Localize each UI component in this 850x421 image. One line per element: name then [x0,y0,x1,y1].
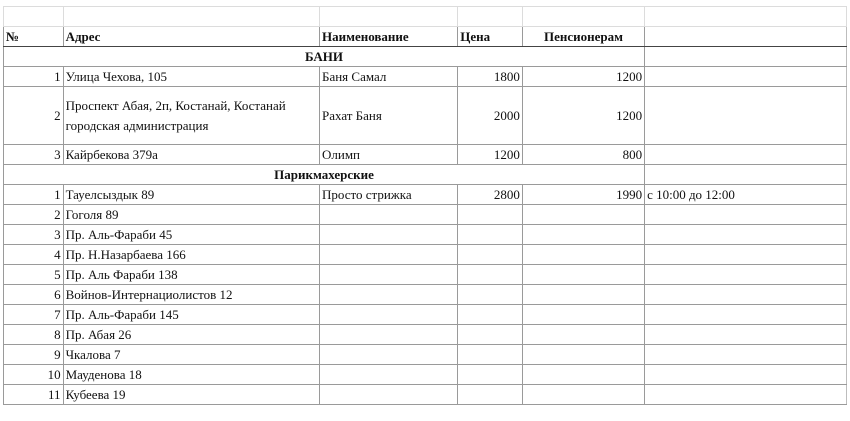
table-row [4,245,847,265]
row-price[interactable]: 1800 [458,67,523,87]
table-row [4,365,847,385]
row-num[interactable]: 3 [4,145,64,165]
table-row [4,225,847,245]
row-pensioners[interactable]: 1990 [522,185,644,205]
section-title-baths[interactable]: БАНИ [4,47,645,67]
section-title-barbers[interactable]: Парикмахерские [4,165,645,185]
row-pensioners[interactable] [522,325,644,345]
cell[interactable] [319,7,457,27]
row-address[interactable]: Войнов-Интернациолистов 12 [63,285,319,305]
row-pensioners[interactable] [522,265,644,285]
row-price[interactable] [458,265,523,285]
header-name[interactable]: Наименование [319,27,457,47]
row-num[interactable]: 10 [4,365,64,385]
row-num[interactable]: 5 [4,265,64,285]
spreadsheet [3,6,848,407]
header-address[interactable]: Адрес [63,27,319,47]
row-num[interactable]: 2 [4,87,64,145]
row-pensioners[interactable] [522,245,644,265]
row-price[interactable] [458,205,523,225]
row-name[interactable] [319,345,457,365]
row-address[interactable]: Пр. Н.Назарбаева 166 [63,245,319,265]
table-row [4,87,847,145]
row-address[interactable]: Кубеева 19 [63,385,319,405]
section-row [4,47,847,67]
cell[interactable] [63,7,319,27]
table-row [4,385,847,405]
row-pensioners[interactable] [522,385,644,405]
row-num[interactable]: 7 [4,305,64,325]
row-extra[interactable] [645,325,847,345]
row-name[interactable]: Олимп [319,145,457,165]
table-row [4,67,847,87]
table-row [4,345,847,365]
row-name[interactable] [319,245,457,265]
row-name[interactable] [319,205,457,225]
cell[interactable] [645,165,847,185]
row-name[interactable] [319,385,457,405]
row-price[interactable] [458,285,523,305]
price-table [3,6,847,405]
section-row [4,165,847,185]
row-pensioners[interactable] [522,285,644,305]
row-pensioners[interactable] [522,205,644,225]
row-extra[interactable] [645,67,847,87]
row-pensioners[interactable]: 1200 [522,87,644,145]
row-num[interactable]: 4 [4,245,64,265]
row-price[interactable] [458,225,523,245]
cell[interactable] [4,7,64,27]
row-address[interactable]: Пр. Аль Фараби 138 [63,265,319,285]
header-pensioners[interactable]: Пенсионерам [522,27,644,47]
row-name[interactable] [319,365,457,385]
cell[interactable] [458,7,523,27]
row-num[interactable]: 3 [4,225,64,245]
row-num[interactable]: 6 [4,285,64,305]
header-row [4,27,847,47]
row-extra[interactable] [645,285,847,305]
row-price[interactable] [458,245,523,265]
row-extra[interactable] [645,385,847,405]
row-address[interactable]: Чкалова 7 [63,345,319,365]
row-name[interactable] [319,265,457,285]
row-address[interactable]: Пр. Аль-Фараби 45 [63,225,319,245]
row-name[interactable] [319,305,457,325]
row-pensioners[interactable] [522,365,644,385]
row-extra[interactable] [645,265,847,285]
row-price[interactable] [458,305,523,325]
row-pensioners[interactable] [522,305,644,325]
header-num[interactable]: № [4,27,64,47]
row-extra[interactable] [645,345,847,365]
row-extra[interactable] [645,145,847,165]
row-pensioners[interactable] [522,345,644,365]
row-extra[interactable] [645,245,847,265]
row-name[interactable] [319,285,457,305]
header-extra[interactable] [645,27,847,47]
row-price[interactable] [458,325,523,345]
row-name[interactable]: Просто стрижка [319,185,457,205]
header-price[interactable]: Цена [458,27,523,47]
row-name[interactable]: Баня Самал [319,67,457,87]
row-num[interactable]: 1 [4,67,64,87]
row-num[interactable]: 9 [4,345,64,365]
row-pensioners[interactable]: 1200 [522,67,644,87]
row-price[interactable]: 2800 [458,185,523,205]
table-row [4,185,847,205]
table-row [4,265,847,285]
row-address[interactable]: Тауелсыздык 89 [63,185,319,205]
table-row [4,205,847,225]
cell[interactable] [522,7,644,27]
row-address[interactable]: Пр. Аль-Фараби 145 [63,305,319,325]
row-address[interactable]: Пр. Абая 26 [63,325,319,345]
cell[interactable] [645,7,847,27]
cell[interactable] [645,47,847,67]
table-row [4,305,847,325]
row-extra[interactable] [645,87,847,145]
row-extra[interactable] [645,305,847,325]
row-pensioners[interactable]: 800 [522,145,644,165]
row-name[interactable] [319,225,457,245]
row-num[interactable]: 2 [4,205,64,225]
row-price[interactable] [458,365,523,385]
row-pensioners[interactable] [522,225,644,245]
row-num[interactable]: 8 [4,325,64,345]
row-price[interactable] [458,385,523,405]
row-num[interactable]: 1 [4,185,64,205]
row-price[interactable]: 2000 [458,87,523,145]
row-extra[interactable]: с 10:00 до 12:00 [645,185,847,205]
row-price[interactable]: 1200 [458,145,523,165]
table-row [4,325,847,345]
row-address[interactable]: Мауденова 18 [63,365,319,385]
row-address[interactable]: Гоголя 89 [63,205,319,225]
row-address[interactable]: Кайрбекова 379а [63,145,319,165]
table-row [4,145,847,165]
row-name[interactable] [319,325,457,345]
row-extra[interactable] [645,225,847,245]
table-row [4,285,847,305]
row-price[interactable] [458,345,523,365]
row-extra[interactable] [645,205,847,225]
row-address[interactable]: Улица Чехова, 105 [63,67,319,87]
row-name[interactable]: Рахат Баня [319,87,457,145]
row-num[interactable]: 11 [4,385,64,405]
row-extra[interactable] [645,365,847,385]
row-address[interactable]: Проспект Абая, 2п, Костанай, Костанай городская администрация [63,87,319,145]
blank-row [4,7,847,27]
